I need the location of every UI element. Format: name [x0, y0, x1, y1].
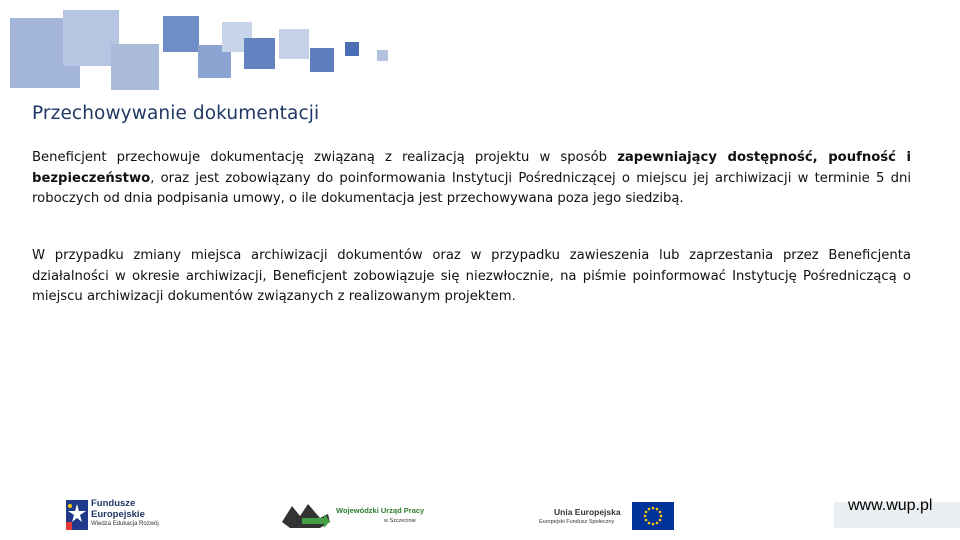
fe-star-icon	[64, 496, 90, 532]
decorative-squares	[0, 0, 400, 100]
paragraph-archive-change: W przypadku zmiany miejsca archiwizacji dokumentów oraz w przypadku zawieszenia lub zaprzestania przez Beneficjenta działalności w okresie archiwizacji, Beneficjent zobowiązuje się niezwłocznie, na piśmie poinformować Instytucję Pośredniczącą o miejscu archiwizacji dokumentów związanych z realizowanym projektem.	[32, 248, 911, 304]
paragraph-text: Beneficjent przechowuje dokumentację związaną z realizacją projektu w sposób	[32, 150, 618, 165]
eu-name: Unia Europejska	[554, 507, 621, 517]
paragraph-storage-rules	[32, 148, 911, 210]
wup-mountains-icon	[280, 500, 332, 530]
fe-line2: Europejskie	[91, 509, 145, 520]
wup-logo	[280, 500, 430, 530]
paragraph-text: , oraz jest zobowiązany do poinformowania Instytucji Pośredniczącej o miejscu jej archiwizacji w terminie 5 dni roboczych od dnia podpisania umowy, o ile dokumentacja jest przechowywana poza jego siedzibą.	[32, 170, 911, 206]
fundusze-europejskie-logo	[64, 496, 176, 534]
website-link[interactable]: www.wup.pl	[848, 497, 933, 514]
eu-flag-icon	[632, 502, 674, 530]
page-title: Przechowywanie dokumentacji	[32, 103, 320, 124]
paragraph-emphasis: zapewniający dostępność, poufność i bezpieczeństwo	[32, 150, 912, 186]
fe-line1: Fundusze	[91, 498, 136, 509]
wup-city: w Szczecinie	[384, 518, 416, 524]
eu-fund: Europejski Fundusz Społeczny	[539, 519, 615, 525]
wup-name: Wojewódzki Urząd Pracy	[336, 506, 425, 515]
fe-subtitle: Wiedza Edukacja Rozwój	[91, 521, 159, 527]
eu-logo	[536, 500, 676, 532]
